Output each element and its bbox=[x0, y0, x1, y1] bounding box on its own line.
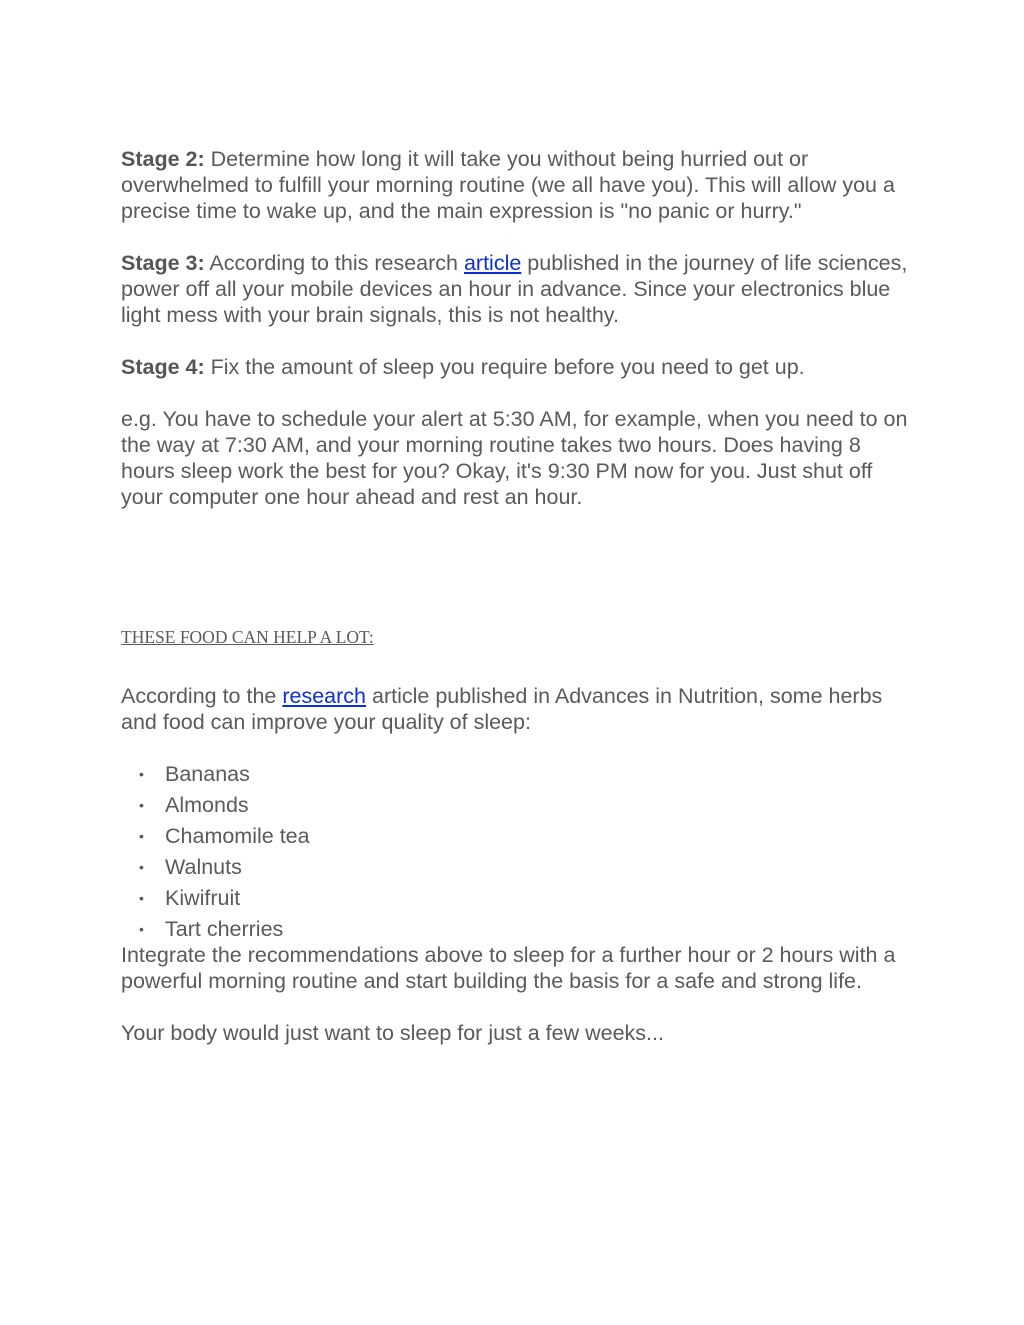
list-item bbox=[139, 854, 911, 885]
list-item-label: Kiwifruit bbox=[165, 886, 241, 910]
closing-paragraph: Your body would just want to sleep for just a few weeks... bbox=[121, 1021, 664, 1045]
stage-4-label: Stage 4: bbox=[121, 355, 205, 379]
list-item-label: Walnuts bbox=[165, 855, 242, 879]
stage-2-text: Determine how long it will take you without being hurried out or overwhelmed to fulfill your morning routine (we all have you). This will allow you a precise time to wake up, and the main expression is "no panic or hurry." bbox=[121, 147, 895, 223]
list-item bbox=[139, 823, 911, 854]
spacer bbox=[121, 536, 911, 627]
stage-3-paragraph bbox=[121, 250, 911, 328]
list-item bbox=[139, 916, 911, 942]
bullet-icon: • bbox=[139, 921, 144, 937]
document-page bbox=[121, 146, 911, 1072]
research-link[interactable]: research bbox=[282, 684, 367, 708]
stage-3-label: Stage 3: bbox=[121, 251, 205, 275]
intro-text-after: article published in Advances in Nutrition, some herbs and food can improve your quality of sleep: bbox=[121, 684, 883, 734]
list-item-label: Almonds bbox=[165, 793, 249, 817]
integrate-paragraph: Integrate the recommendations above to sleep for a further hour or 2 hours with a powerful morning routine and start building the basis for a safe and strong life. bbox=[121, 943, 896, 993]
stage-4-paragraph bbox=[121, 354, 911, 380]
stage-2-paragraph bbox=[121, 146, 911, 224]
bullet-icon: • bbox=[139, 828, 144, 844]
article-link[interactable]: article bbox=[463, 251, 522, 275]
intro-paragraph bbox=[121, 683, 911, 735]
stage-2-label: Stage 2: bbox=[121, 147, 205, 171]
stage-4-text: Fix the amount of sleep you require before you need to get up. bbox=[204, 355, 805, 379]
stage-3-text-after: published in the journey of life sciences, power off all your mobile devices an hour in advance. Since your electronics blue light mess with your brain signals, this is not healthy. bbox=[121, 251, 908, 327]
food-section-heading: THESE FOOD CAN HELP A LOT: bbox=[121, 627, 374, 647]
list-item-label: Chamomile tea bbox=[165, 824, 310, 848]
example-paragraph: e.g. You have to schedule your alert at 5:30 AM, for example, when you need to on the way at 7:30 AM, and your morning routine takes two hours. Does having 8 hours sleep work the best for you? Okay, it's 9:30 PM now for you. Just shut off your computer one hour ahead and rest an hour. bbox=[121, 407, 908, 509]
food-list bbox=[121, 761, 911, 942]
list-item bbox=[139, 792, 911, 823]
bullet-icon: • bbox=[139, 797, 144, 813]
list-item bbox=[139, 761, 911, 792]
bullet-icon: • bbox=[139, 859, 144, 875]
list-item-label: Tart cherries bbox=[165, 917, 284, 941]
bullet-icon: • bbox=[139, 890, 144, 906]
intro-text-before: According to the bbox=[121, 684, 283, 708]
list-item bbox=[139, 885, 911, 916]
bullet-icon: • bbox=[139, 766, 144, 782]
list-item-label: Bananas bbox=[165, 762, 250, 786]
stage-3-text-before: According to this research bbox=[204, 251, 464, 275]
